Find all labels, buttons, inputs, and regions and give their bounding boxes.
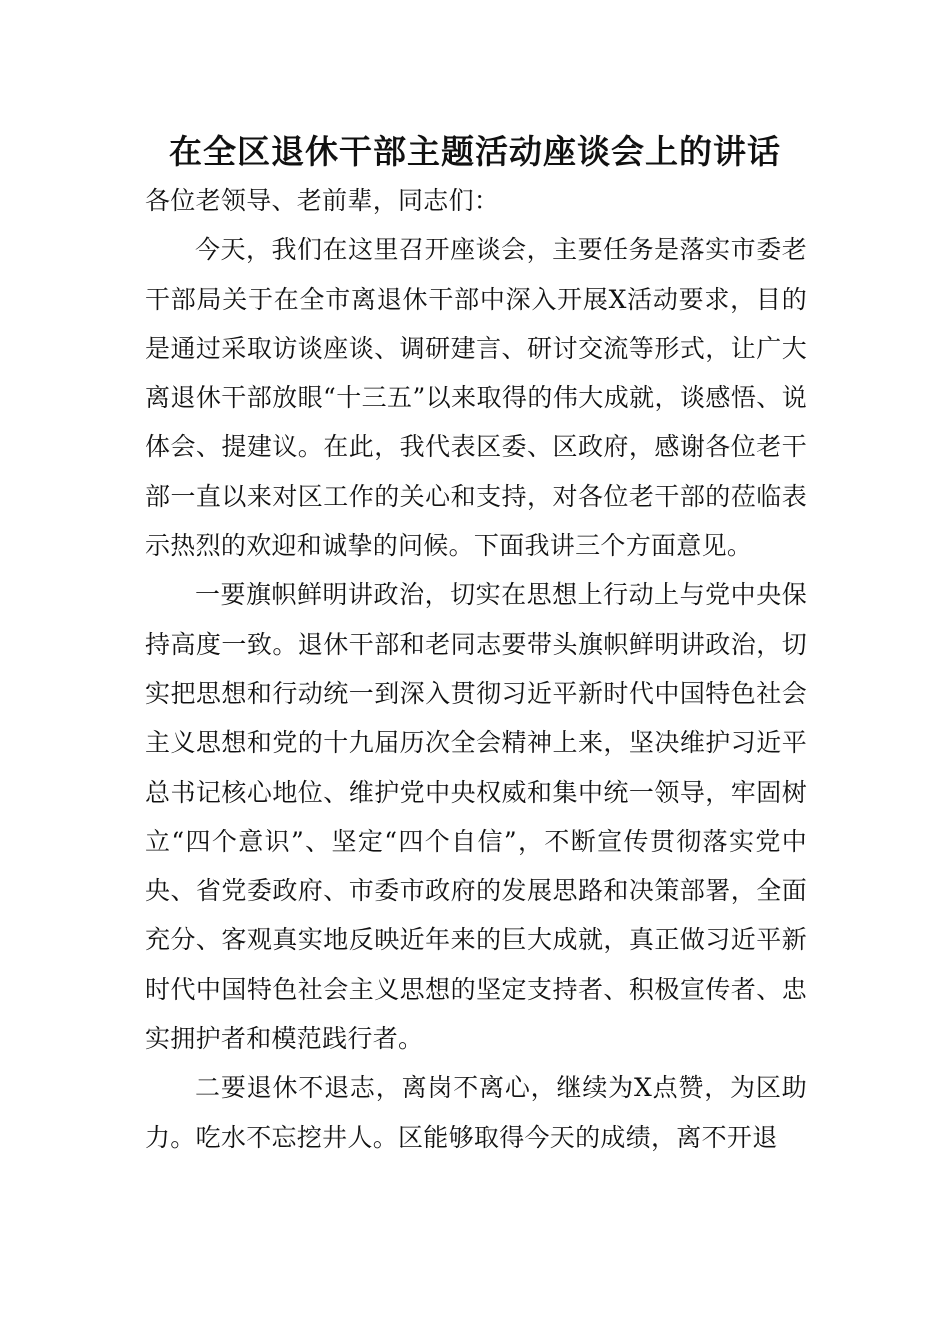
paragraph-politics: 一要旗帜鲜明讲政治，切实在思想上行动上与党中央保持高度一致。退休干部和老同志要带头旗帜鲜明讲政治，切实把思想和行动统一到深入贯彻习近平新时代中国特色社会主义思想和党的十九届历次全会精神上来，坚决维护习近平总书记核心地位、维护党中央权威和集中统一领导，牢固树立“四个意识”、坚定“四个自信”，不断宣传贯彻落实党中央、省党委政府、市委市政府的发展思路和决策部署，全面充分、客观真实地反映近年来的巨大成就，真正做习近平新时代中国特色社会主义思想的坚定支持者、积极宣传者、忠实拥护者和模范践行者。 — [145, 580, 807, 1054]
document-title: 在全区退休干部主题活动座谈会上的讲话 — [169, 132, 781, 171]
document-body — [145, 176, 807, 1162]
paragraph-retirement: 二要退休不退志，离岗不离心，继续为X点赞，为区助力。吃水不忘挖井人。区能够取得今天的成绩，离不开退 — [145, 1073, 807, 1152]
salutation: 各位老领导、老前辈，同志们： — [145, 186, 500, 215]
paragraph-intro: 今天，我们在这里召开座谈会，主要任务是落实市委老干部局关于在全市离退休干部中深入开展X活动要求，目的是通过采取访谈座谈、调研建言、研讨交流等形式，让广大离退休干部放眼“十三五”以来取得的伟大成就，谈感悟、说体会、提建议。在此，我代表区委、区政府，感谢各位老干部一直以来对区工作的关心和支持，对各位老干部的莅临表示热烈的欢迎和诚挚的问候。下面我讲三个方面意见。 — [145, 235, 807, 561]
